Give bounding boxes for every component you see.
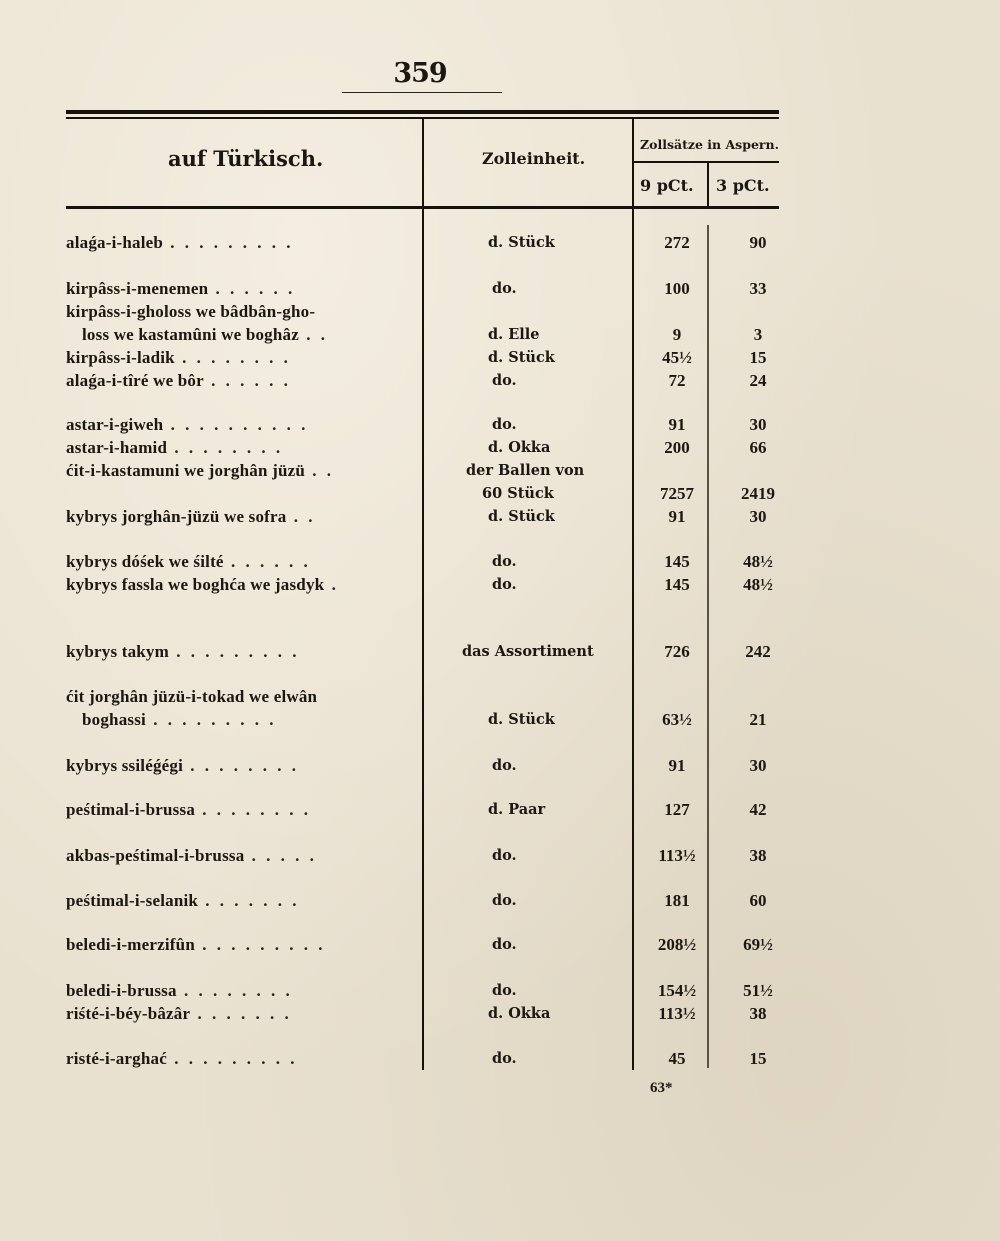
leader-dots: . . . . . . . . bbox=[176, 981, 293, 1000]
row-rate-3: 38 bbox=[749, 846, 767, 865]
row-rate-9: 45 bbox=[668, 1049, 686, 1068]
leader-dots: . . . . . . . . bbox=[195, 800, 312, 819]
page-number: 359 bbox=[393, 58, 447, 89]
row-item-name: alaǵa-i-tîré we bôr . . . . . . bbox=[66, 371, 291, 390]
row-rate-3: 48½ bbox=[743, 575, 773, 594]
row-item-name: kybrys ssiléǵégi . . . . . . . . bbox=[66, 756, 300, 775]
row-unit: d. Stück bbox=[488, 234, 555, 251]
row-rate-9: 145 bbox=[664, 552, 690, 571]
leader-dots: . . . . . . . . . bbox=[194, 935, 326, 954]
leader-dots: . . . . . . . . . bbox=[163, 233, 294, 252]
row-unit: d. Okka bbox=[488, 439, 551, 456]
row-unit: do. bbox=[492, 416, 517, 433]
leader-dots: . . . . . . . bbox=[198, 891, 300, 910]
row-rate-3: 33 bbox=[749, 279, 767, 298]
leader-dots: . . . . . . . . bbox=[174, 348, 291, 367]
leader-dots: . . . . . . . . . bbox=[166, 1049, 298, 1068]
row-rate-3: 15 bbox=[749, 1049, 767, 1068]
row-item-name: boghassi . . . . . . . . . bbox=[82, 710, 277, 729]
row-item-name: loss we kastamûni we boghâz . . bbox=[82, 325, 328, 344]
row-item-name: astar-i-giweh . . . . . . . . . . bbox=[66, 415, 309, 434]
row-rate-9: 91 bbox=[668, 507, 686, 526]
row-unit: d. Paar bbox=[488, 801, 546, 818]
row-item-name: kybrys dóśek we śilté . . . . . . bbox=[66, 552, 311, 571]
leader-dots: . . . . . . . . bbox=[167, 438, 284, 457]
row-item-name: peśtimal-i-selanik . . . . . . . bbox=[66, 891, 300, 910]
rates-subheader-rule bbox=[633, 161, 779, 163]
row-rate-3: 24 bbox=[749, 371, 767, 390]
leader-dots: . . bbox=[298, 325, 328, 344]
row-rate-9: 208½ bbox=[657, 935, 697, 954]
row-rate-3: 30 bbox=[749, 756, 767, 775]
column-header-turkish: auf Türkisch. bbox=[168, 146, 324, 171]
row-unit: do. bbox=[492, 936, 517, 953]
row-item-name: peśtimal-i-brussa . . . . . . . . bbox=[66, 800, 312, 819]
row-item-name: kirpâss-i-ladik . . . . . . . . bbox=[66, 348, 291, 367]
row-rate-9: 726 bbox=[664, 642, 690, 661]
row-rate-3: 30 bbox=[749, 507, 767, 526]
page-number-rule bbox=[342, 92, 502, 93]
row-item-name: kirpâss-i-gholoss we bâdbân-gho- bbox=[66, 302, 316, 321]
row-rate-9: 100 bbox=[664, 279, 690, 298]
row-rate-3: 242 bbox=[745, 642, 771, 661]
row-rate-9: 200 bbox=[664, 438, 690, 457]
leader-dots: . . . . . . . . . . bbox=[163, 415, 309, 434]
row-unit: d. Elle bbox=[488, 326, 540, 343]
column-header-rate-3: 3 pCt. bbox=[716, 176, 770, 195]
row-rate-9: 9 bbox=[672, 325, 682, 344]
row-unit: do. bbox=[492, 280, 517, 297]
signature-mark: 63* bbox=[650, 1080, 673, 1096]
column-divider-2 bbox=[632, 118, 634, 1070]
row-rate-9: 113½ bbox=[658, 846, 696, 865]
row-unit: do. bbox=[492, 892, 517, 909]
row-rate-9: 145 bbox=[664, 575, 690, 594]
leader-dots: . . . . . . bbox=[223, 552, 311, 571]
row-item-name: akbas-peśtimal-i-brussa . . . . . bbox=[66, 846, 317, 865]
column-header-rate-9: 9 pCt. bbox=[640, 176, 694, 195]
row-unit: do. bbox=[492, 757, 517, 774]
row-rate-9: 127 bbox=[664, 800, 690, 819]
leader-dots: . . . . . . . . . bbox=[169, 642, 300, 661]
leader-dots: . . . . . . . bbox=[190, 1004, 292, 1023]
row-rate-9: 272 bbox=[664, 233, 690, 252]
leader-dots: . . bbox=[305, 461, 335, 480]
row-unit: 60 Stück bbox=[482, 485, 554, 502]
row-rate-9: 63½ bbox=[662, 710, 692, 729]
row-unit: das Assortiment bbox=[462, 643, 594, 660]
row-rate-3: 90 bbox=[749, 233, 767, 252]
row-unit: d. Stück bbox=[488, 508, 555, 525]
row-unit: do. bbox=[492, 1050, 517, 1067]
row-item-name: beledi-i-brussa . . . . . . . . bbox=[66, 981, 293, 1000]
row-rate-3: 3 bbox=[753, 325, 763, 344]
row-rate-3: 66 bbox=[749, 438, 767, 457]
column-header-rates: Zollsätze in Aspern. bbox=[640, 137, 779, 152]
row-unit: do. bbox=[492, 576, 517, 593]
row-rate-3: 21 bbox=[749, 710, 767, 729]
row-item-name: riśté-i-béy-bâzâr . . . . . . . bbox=[66, 1004, 292, 1023]
row-rate-9: 113½ bbox=[658, 1004, 696, 1023]
row-rate-3: 51½ bbox=[743, 981, 773, 1000]
row-rate-9: 91 bbox=[668, 415, 686, 434]
leader-dots: . . bbox=[286, 507, 316, 526]
leader-dots: . . . . . bbox=[244, 846, 317, 865]
column-divider-1 bbox=[422, 118, 424, 1070]
row-rate-9: 7257 bbox=[660, 484, 694, 503]
row-rate-3: 2419 bbox=[741, 484, 775, 503]
row-rate-3: 15 bbox=[749, 348, 767, 367]
row-item-name: beledi-i-merzifûn . . . . . . . . . bbox=[66, 935, 326, 954]
row-unit: do. bbox=[492, 847, 517, 864]
row-item-name: ćit jorghân jüzü-i-tokad we elwân bbox=[66, 687, 318, 706]
row-unit: do. bbox=[492, 982, 517, 999]
row-item-name: risté-i-arghać . . . . . . . . . bbox=[66, 1049, 298, 1068]
row-rate-3: 48½ bbox=[743, 552, 773, 571]
row-rate-9: 45½ bbox=[662, 348, 692, 367]
rates-subcolumn-divider bbox=[707, 162, 709, 208]
row-item-name: astar-i-hamid . . . . . . . . bbox=[66, 438, 284, 457]
row-rate-9: 72 bbox=[668, 371, 686, 390]
row-item-name: kybrys fassla we boghća we jasdyk . bbox=[66, 575, 339, 594]
row-item-name: kirpâss-i-menemen . . . . . . bbox=[66, 279, 296, 298]
leader-dots: . . . . . . bbox=[208, 279, 296, 298]
leader-dots: . . . . . . . . . bbox=[145, 710, 277, 729]
row-rate-9: 91 bbox=[668, 756, 686, 775]
row-item-name: kybrys jorghân-jüzü we sofra . . bbox=[66, 507, 316, 526]
row-unit: d. Okka bbox=[488, 1005, 551, 1022]
row-rate-3: 42 bbox=[749, 800, 767, 819]
row-rate-3: 69½ bbox=[743, 935, 773, 954]
row-unit: d. Stück bbox=[488, 349, 555, 366]
column-header-unit: Zolleinheit. bbox=[482, 149, 586, 168]
row-unit: d. Stück bbox=[488, 711, 555, 728]
table-top-rule bbox=[66, 110, 779, 114]
row-unit: do. bbox=[492, 372, 517, 389]
row-rate-9: 154½ bbox=[657, 981, 697, 1000]
row-rate-9: 181 bbox=[664, 891, 690, 910]
row-item-name: ćit-i-kastamuni we jorghân jüzü . . bbox=[66, 461, 335, 480]
row-unit: do. bbox=[492, 553, 517, 570]
leader-dots: . . . . . . . . bbox=[183, 756, 300, 775]
row-item-name: kybrys takym . . . . . . . . . bbox=[66, 642, 300, 661]
row-item-name: alaǵa-i-haleb . . . . . . . . . bbox=[66, 233, 294, 252]
leader-dots: . . . . . . bbox=[203, 371, 291, 390]
row-unit: der Ballen von bbox=[466, 462, 585, 479]
leader-dots: . bbox=[324, 575, 339, 594]
row-rate-3: 60 bbox=[749, 891, 767, 910]
row-rate-3: 30 bbox=[749, 415, 767, 434]
row-rate-3: 38 bbox=[749, 1004, 767, 1023]
